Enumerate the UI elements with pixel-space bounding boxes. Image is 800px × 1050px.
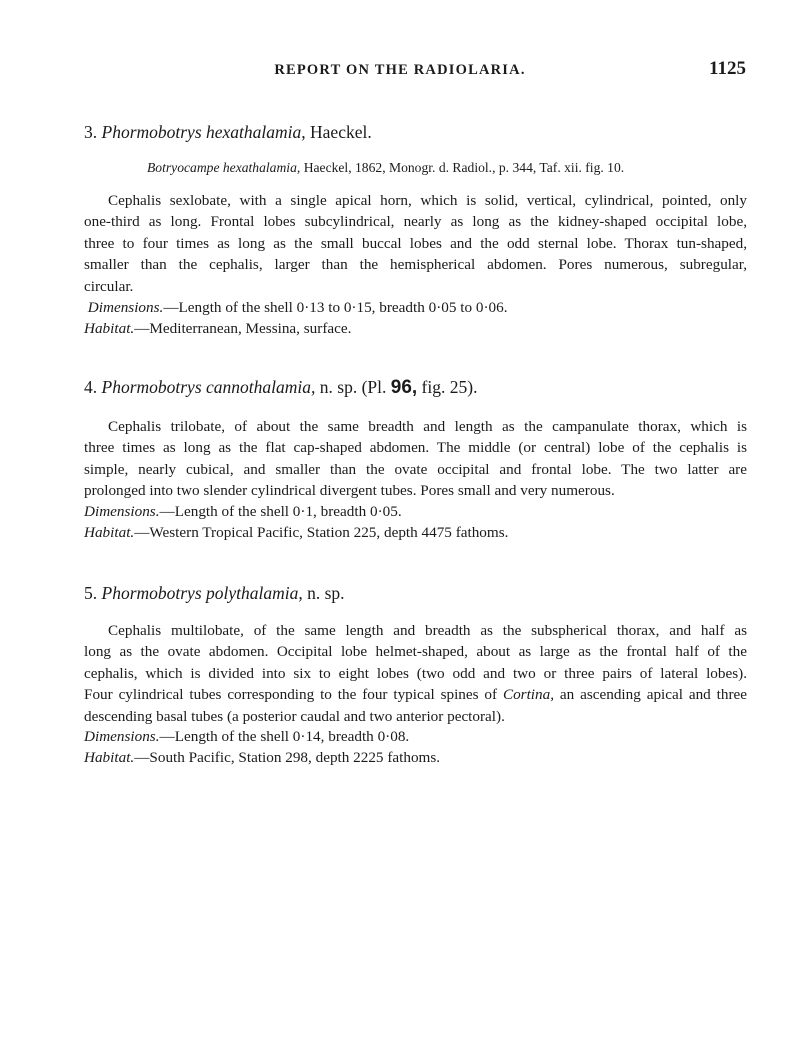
description-line: one-third as long. Frontal lobes subcylindrical, nearly as long as the kidney-shaped occipital lobe, — [84, 213, 747, 231]
description-line: circular. — [84, 277, 134, 295]
species-4-habitat — [84, 522, 747, 543]
description-line: cephalis, which is divided into six to eight lobes (two odd and two or three pairs of lateral lobes). — [84, 664, 747, 682]
dimensions-value: —Length of the shell 0·13 to 0·15, breadth 0·05 to 0·06. — [163, 299, 508, 316]
species-name: Phormobotrys cannothalamia, — [101, 377, 316, 397]
description-line: Cephalis sexlobate, with a single apical horn, which is solid, vertical, cylindrical, pointed, only — [108, 192, 747, 209]
description-line: Cephalis trilobate, of about the same breadth and length as the campanulate thorax, which is — [108, 418, 747, 435]
species-name: Phormobotrys hexathalamia, — [101, 122, 306, 142]
dimensions-value: —Length of the shell 0·1, breadth 0·05. — [159, 503, 402, 520]
species-5-description — [84, 620, 747, 727]
description-line: three times as long as the flat cap-shaped abdomen. The middle (or central) lobe of the cephalis is — [84, 439, 747, 457]
species-authority: n. sp. — [307, 583, 345, 603]
genus-cortina: Cortina, — [502, 686, 555, 704]
species-name: Phormobotrys polythalamia, — [101, 583, 303, 603]
running-title: REPORT ON THE RADIOLARIA. — [274, 62, 526, 78]
synonym-name: Botryocampe hexathalamia, — [147, 160, 301, 175]
plate-number: 96, — [390, 377, 418, 398]
habitat-value: —South Pacific, Station 298, depth 2225 fathoms. — [134, 749, 441, 766]
habitat-label: Habitat. — [84, 524, 135, 541]
habitat-value: —Western Tropical Pacific, Station 225, depth 4475 fathoms. — [134, 524, 509, 541]
species-authority: Haeckel. — [310, 122, 372, 142]
species-3-synonym — [147, 160, 747, 176]
description-line: smaller than the cephalis, larger than the hemispherical abdomen. Pores numerous, subregular, — [84, 256, 747, 274]
description-line — [84, 684, 747, 705]
species-5-dimensions — [84, 726, 747, 747]
dimensions-label: Dimensions. — [84, 728, 160, 745]
description-line: prolonged into two slender cylindrical divergent tubes. Pores small and very numerous. — [84, 482, 615, 500]
species-authority: n. sp. (Pl. — [319, 377, 387, 397]
description-fragment: an ascending apical and three — [559, 686, 747, 704]
page-number: 1125 — [709, 58, 746, 79]
species-4-description — [84, 416, 747, 502]
dimensions-label: Dimensions. — [84, 503, 160, 520]
description-fragment: Four cylindrical tubes corresponding to the four typical spines of — [84, 686, 498, 704]
species-3-heading — [84, 121, 764, 143]
description-line: long as the ovate abdomen. Occipital lobe helmet-shaped, about as large as the frontal half of the — [84, 643, 747, 661]
species-3-habitat — [84, 318, 747, 339]
species-4-dimensions — [84, 501, 747, 522]
species-3-dimensions — [84, 297, 747, 318]
page-header — [0, 58, 800, 86]
description-line: simple, nearly cubical, and smaller than the ovate occipital and frontal lobe. The two latter are — [84, 460, 747, 478]
dimensions-label: Dimensions. — [87, 299, 164, 316]
dimensions-value: —Length of the shell 0·14, breadth 0·08. — [159, 728, 410, 745]
figure-reference: fig. 25). — [421, 377, 478, 397]
species-3-description — [84, 190, 747, 297]
habitat-label: Habitat. — [84, 749, 135, 766]
habitat-label: Habitat. — [84, 320, 135, 337]
species-5-habitat — [84, 747, 747, 768]
description-line: descending basal tubes (a posterior caudal and two anterior pectoral). — [84, 707, 505, 725]
description-line: three to four times as long as the small buccal lobes and the odd sternal lobe. Thorax tun-shaped, — [84, 234, 747, 252]
species-number: 4. — [84, 377, 98, 397]
species-5-heading — [84, 582, 764, 604]
description-line: Cephalis multilobate, of the same length and breadth as the subspherical thorax, and half as — [108, 622, 747, 639]
habitat-value: —Mediterranean, Messina, surface. — [134, 320, 352, 337]
species-4-heading — [84, 376, 764, 399]
synonym-reference: Haeckel, 1862, Monogr. d. Radiol., p. 344, Taf. xii. fig. 10. — [303, 160, 625, 175]
species-number: 5. — [84, 583, 98, 603]
species-number: 3. — [84, 122, 98, 142]
